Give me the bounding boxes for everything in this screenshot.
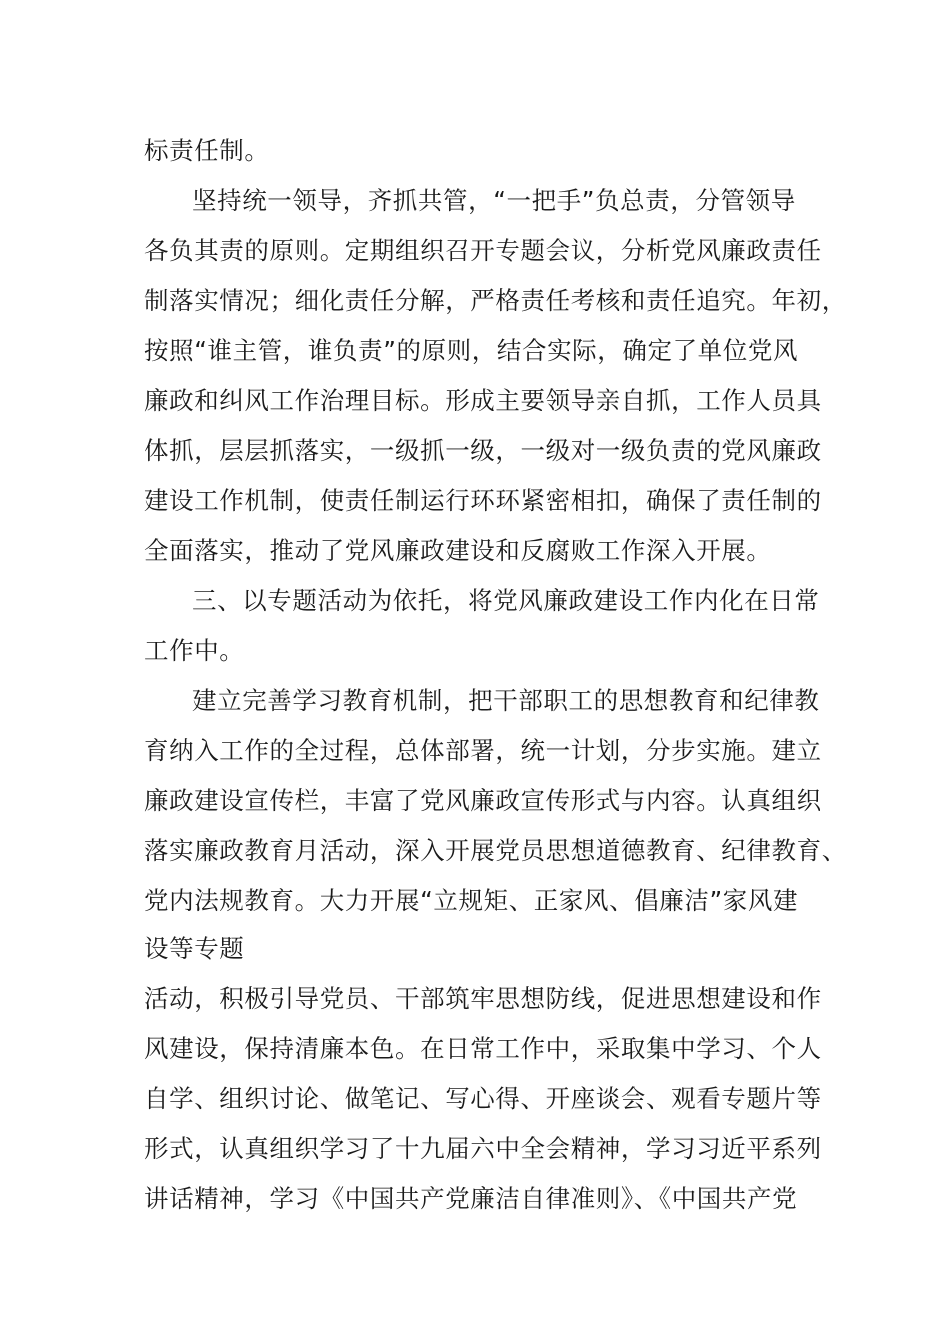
text-line: 体抓，层层抓落实，一级抓一级，一级对一级负责的党风廉政 (144, 436, 822, 465)
text-line: 廉政和纠风工作治理目标。形成主要领导亲自抓，工作人员具 (144, 386, 822, 415)
text-line: 落实廉政教育月活动，深入开展党员思想道德教育、纪律教育、 (144, 836, 847, 865)
text-line: 廉政建设宣传栏，丰富了党风廉政宣传形式与内容。认真组织 (144, 786, 822, 815)
text-line: 活动，积极引导党员、干部筑牢思想防线，促进思想建设和作 (144, 984, 822, 1013)
text-line: 建立完善学习教育机制，把干部职工的思想教育和纪律教 (192, 686, 820, 715)
text-line: 风建设，保持清廉本色。在日常工作中，采取集中学习、个人 (144, 1034, 822, 1063)
text-line: 全面落实，推动了党风廉政建设和反腐败工作深入开展。 (144, 536, 772, 565)
text-line: 按照“谁主管，谁负责”的原则，结合实际，确定了单位党风 (144, 336, 799, 365)
text-line: 标责任制。 (144, 136, 270, 165)
text-line: 建设工作机制，使责任制运行环环紧密相扣，确保了责任制的 (144, 486, 822, 515)
section-heading: 工作中。 (144, 636, 245, 665)
text-line: 形式，认真组织学习了十九届六中全会精神，学习习近平系列 (144, 1134, 822, 1163)
text-line: 讲话精神，学习《中国共产党廉洁自律准则》、《中国共产党 (144, 1184, 798, 1213)
text-line: 育纳入工作的全过程，总体部署，统一计划，分步实施。建立 (144, 736, 822, 765)
text-line: 自学、组织讨论、做笔记、写心得、开座谈会、观看专题片等 (144, 1084, 822, 1113)
text-line: 各负其责的原则。定期组织召开专题会议，分析党风廉政责任 (144, 236, 822, 265)
text-line: 设等专题 (144, 934, 245, 963)
text-line: 党内法规教育。大力开展“立规矩、正家风、倡廉洁”家风建 (144, 886, 799, 915)
section-heading: 三、以专题活动为依托，将党风廉政建设工作内化在日常 (192, 586, 820, 615)
text-line: 坚持统一领导，齐抓共管，“一把手”负总责，分管领导 (192, 186, 796, 215)
text-line: 制落实情况；细化责任分解，严格责任考核和责任追究。年初， (144, 286, 847, 315)
